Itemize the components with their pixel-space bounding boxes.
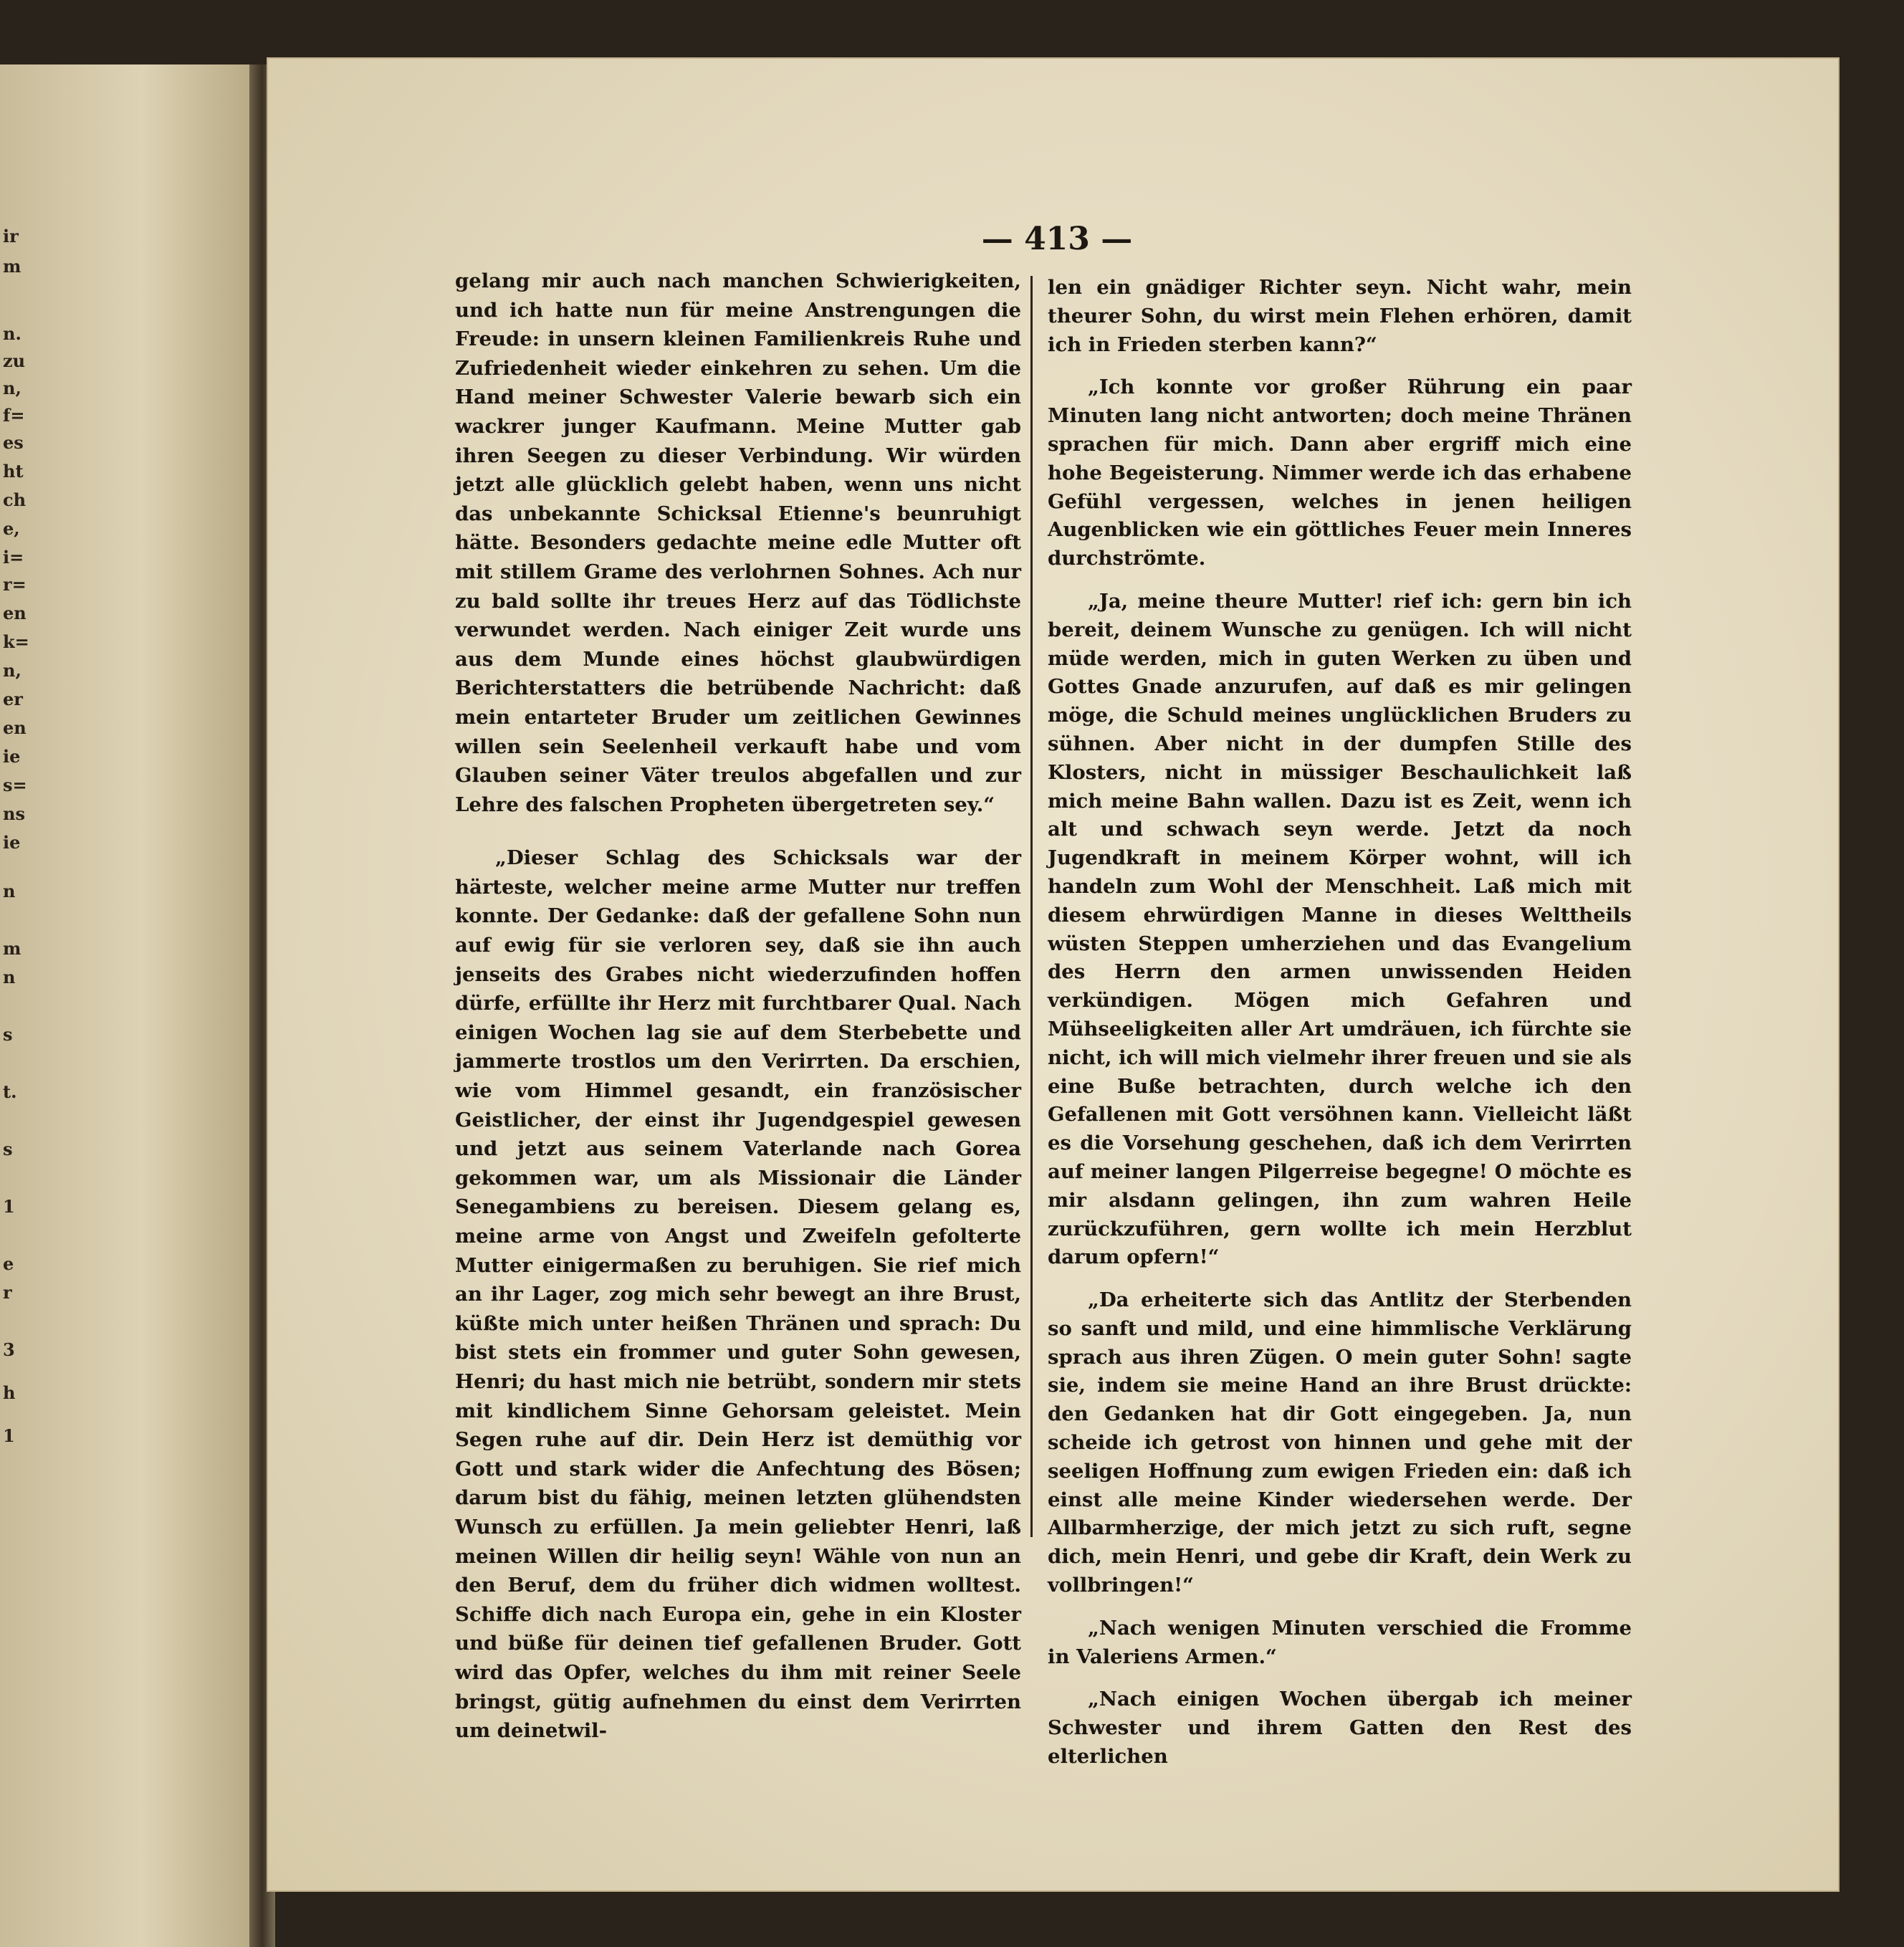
margin-fragment: ir bbox=[3, 226, 19, 247]
margin-fragment: er bbox=[3, 689, 23, 709]
margin-fragment: t. bbox=[3, 1081, 17, 1102]
margin-fragment: r= bbox=[3, 574, 27, 595]
margin-fragment: n bbox=[3, 881, 16, 901]
paragraph: „Ich konnte vor großer Rührung ein paar Minuten lang nicht antworten; doch meine Thränen sprachen für mich. Dann aber ergriff mich eine hohe Begeisterung. Nimmer werde ich das erhabene Gefühl vergessen, welches in jenen heiligen Augenblicken wie ein göttliches Feuer mein Inneres durchströmte. bbox=[1048, 375, 1632, 570]
margin-fragment: e, bbox=[3, 518, 20, 539]
margin-fragment: m bbox=[3, 256, 21, 277]
column-rule bbox=[1030, 276, 1033, 1537]
margin-fragment: e bbox=[3, 1253, 14, 1274]
margin-fragment: h bbox=[3, 1382, 16, 1403]
paragraph: „Nach einigen Wochen übergab ich meiner Schwester und ihrem Gatten den Rest des elterlichen bbox=[1048, 1688, 1632, 1769]
paragraph: gelang mir auch nach manchen Schwierigkeiten, und ich hatte nun für meine Anstrengungen die Freude: in unsern kleinen Familienkreis Ruhe und Zufriedenheit wieder einkehren zu sehen. Um die Hand meiner Schwester Valerie bewarb sich ein wackrer junger Kaufmann. Meine Mutter gab ihren Seegen zu dieser Verbindung. Wir würden jetzt alle glücklich gelebt haben, wenn uns nicht das unbekannte Schicksal Etienne's beunruhigt hätte. Besonders gedachte meine edle Mutter oft mit stillem Grame des verlohrnen Sohnes. Ach nur zu bald sollte ihr treues Herz auf das Tödlichste verwundet werden. Nach einiger Zeit wurde uns aus dem Munde eines höchst glaubwürdigen Berichterstatters die betrübende Nachricht: daß mein entarteter Bruder um zeitlichen Gewinnes willen sein Seelenheil verkauft habe und vom Glauben seiner Väter treulos abgefallen und zur Lehre des falschen Propheten übergetreten sey.“ bbox=[455, 269, 1021, 816]
margin-fragment: 1 bbox=[3, 1196, 15, 1217]
margin-fragment: ht bbox=[3, 461, 24, 482]
text-column-right bbox=[1048, 274, 1632, 1771]
margin-fragment: en bbox=[3, 717, 27, 738]
margin-fragment: 3 bbox=[3, 1339, 15, 1360]
margin-fragment: s= bbox=[3, 775, 27, 795]
margin-fragment: n. bbox=[3, 323, 21, 344]
margin-fragment: n bbox=[3, 967, 16, 987]
margin-fragment: s bbox=[3, 1024, 13, 1045]
paragraph: „Da erheiterte sich das Antlitz der Sterbenden so sanft und mild, und eine himmlische Verklärung sprach aus ihren Zügen. O mein guter Sohn! sagte sie, indem sie meine Hand an ihre Brust drückte: den Gedanken hat dir Gott eingegeben. Ja, nun scheide ich getrost von hinnen und gehe mit der seeligen Hoffnung zum ewigen Frieden ein: daß ich einst alle meine Kinder wiedersehen werde. Der Allbarmherzige, der mich jetzt zu sich ruft, segne dich, mein Henri, und gebe dir Kraft, dein Werk zu vollbringen!“ bbox=[1048, 1288, 1632, 1597]
margin-fragment: n, bbox=[3, 660, 21, 681]
margin-fragment: 1 bbox=[3, 1425, 15, 1446]
margin-fragment: es bbox=[3, 432, 24, 453]
margin-fragment: ns bbox=[3, 803, 25, 824]
text-column-left bbox=[455, 267, 1021, 1746]
margin-fragment: i= bbox=[3, 547, 24, 568]
paragraph: „Nach wenigen Minuten verschied die Fromme in Valeriens Armen.“ bbox=[1048, 1616, 1632, 1668]
facing-page-edge bbox=[0, 64, 258, 1947]
margin-fragment: en bbox=[3, 603, 27, 623]
paragraph: „Dieser Schlag des Schicksals war der härteste, welcher meine arme Mutter nur treffen konnte. Der Gedanke: daß der gefallene Sohn nun auf ewig für sie verloren sey, daß sie ihn auch jenseits des Grabes nicht wiederzufinden hoffen dürfe, erfüllte ihr Herz mit furchtbarer Qual. Nach einigen Wochen lag sie auf dem Sterbebette und jammerte trostlos um den Verirrten. Da erschien, wie vom Himmel gesandt, ein französischer Geistlicher, der einst ihr Jugendgespiel gewesen und jetzt aus seinem Vaterlande nach Gorea gekommen war, um als Missionair die Länder Senegambiens zu bereisen. Diesem gelang es, meine arme von Angst und Zweifeln gefolterte Mutter einigermaßen zu beruhigen. Sie rief mich an ihr Lager, zog mich sehr bewegt an ihre Brust, küßte mich unter heißen Thränen und sprach: Du bist stets ein frommer und guter Sohn gewesen, Henri; du hast mich nie betrübt, sondern mir stets mit kindlichem Sinne Gehorsam geleistet. Mein Segen ruhe auf dir. Dein Herz ist demüthig vor Gott und stark wider die Anfechtung des Bösen; darum bist du fähig, meinen letzten glühendsten Wunsch zu erfüllen. Ja mein geliebter Henri, laß meinen Willen dir heilig seyn! Wähle von nun an den Beruf, dem du früher dich widmen wolltest. Schiffe dich nach Europa ein, gehe in ein Kloster und büße für deinen tief gefallenen Bruder. Gott wird das Opfer, welches du ihm mit reiner Seele bringst, gütig aufnehmen du einst dem Verirrten um deinetwil- bbox=[455, 846, 1021, 1743]
page-number: — 413 — bbox=[981, 221, 1133, 257]
margin-fragment: zu bbox=[3, 350, 26, 371]
margin-fragment: ie bbox=[3, 832, 21, 853]
paragraph: „Ja, meine theure Mutter! rief ich: gern bin ich bereit, deinem Wunsche zu genügen. Ich will nicht müde werden, mich in guten Werken zu üben und Gottes Gnade anzurufen, auf daß es mir gelingen möge, die Schuld meines unglücklichen Bruders zu sühnen. Aber nicht in der dumpfen Stille des Klosters, nicht in müssiger Beschaulichkeit laß mich meine Bahn wallen. Dazu ist es Zeit, wenn ich alt und schwach seyn werde. Jetzt da noch Jugendkraft in meinem Körper wohnt, will ich handeln zum Wohl der Menschheit. Laß mich mit diesem ehrwürdigen Manne in dieses Welttheils wüsten Steppen umherziehen und das Evangelium des Herrn den armen unwissenden Heiden verkündigen. Mögen mich Gefahren und Mühseeligkeiten aller Art umdräuen, ich fürchte sie nicht, ich will mich vielmehr ihrer freuen und sie als eine Buße betrachten, durch welche ich den Gefallenen mit Gott versöhnen kann. Vielleicht läßt es die Vorsehung geschehen, daß ich dem Verirrten auf meiner langen Pilgerreise begegne! O möchte es mir alsdann gelingen, ihn zum wahren Heile zurückzuführen, gern wollte ich mein Herzblut darum opfern!“ bbox=[1048, 589, 1632, 1269]
margin-fragment: s bbox=[3, 1139, 13, 1159]
margin-fragment: k= bbox=[3, 631, 29, 652]
margin-fragment: r bbox=[3, 1282, 12, 1303]
margin-fragment: f= bbox=[3, 405, 25, 426]
margin-fragment: m bbox=[3, 938, 21, 959]
margin-fragment: n, bbox=[3, 378, 21, 398]
paragraph: len ein gnädiger Richter seyn. Nicht wahr, mein theurer Sohn, du wirst mein Flehen erhören, damit ich in Frieden sterben kann?“ bbox=[1048, 276, 1632, 356]
margin-fragment: ch bbox=[3, 489, 27, 510]
margin-fragment: ie bbox=[3, 746, 21, 767]
